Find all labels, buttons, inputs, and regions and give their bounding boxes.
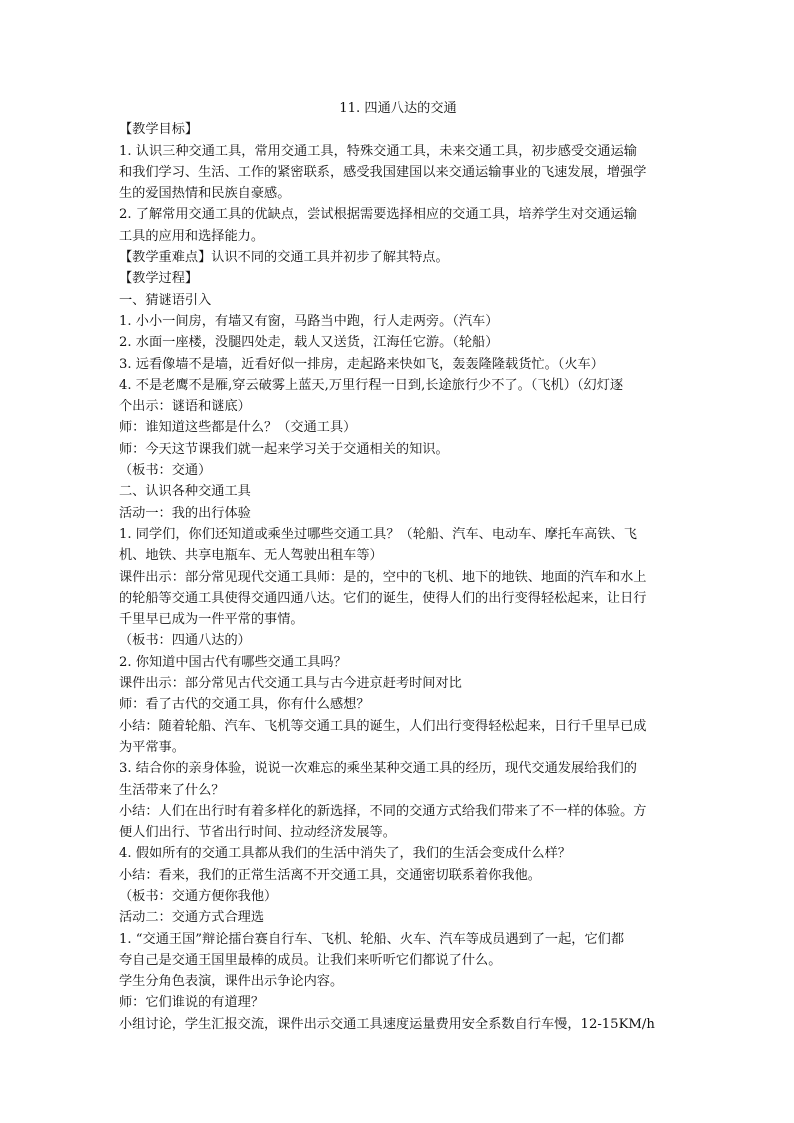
text-line: 的轮船等交通工具使得交通四通八达。它们的诞生，使得人们的出行变得轻松起来，让日行 xyxy=(119,590,647,606)
text-line: 小结：看来，我们的正常生活离不开交通工具，交通密切联系着你我他。 xyxy=(119,867,541,883)
text-line: 3. 远看像墙不是墙，近看好似一排房，走起路来快如飞，轰轰隆隆载货忙。（火车） xyxy=(119,356,604,372)
section-heading-process: 【教学过程】 xyxy=(119,271,199,287)
text-line: 1. 同学们，你们还知道或乘坐过哪些交通工具？（轮船、汽车、电动车、摩托车高铁、飞 xyxy=(119,526,637,542)
text-line: 1. 小小一间房，有墙又有窗，马路当中跑，行人走两旁。（汽车） xyxy=(119,313,499,329)
text-line: 课件出示：部分常见现代交通工具师：是的，空中的飞机、地下的地铁、地面的汽车和水上 xyxy=(119,569,647,585)
text-line: 3. 结合你的亲身体验，说说一次难忘的乘坐某种交通工具的经历，现代交通发展给我们的 xyxy=(119,761,637,777)
text-line: 师：谁知道这些都是什么？（交通工具） xyxy=(119,420,357,436)
text-line: 4. 不是老鹰不是雁,穿云破雾上蓝天,万里行程一日到,长途旅行少不了。（飞机）（幻灯逐 xyxy=(119,377,624,393)
text-line: （板书：交通） xyxy=(119,463,212,479)
text-line: 便人们出行、节省出行时间、拉动经济发展等。 xyxy=(119,825,396,841)
text-line: 小组讨论，学生汇报交流，课件出示交通工具速度运量费用安全系数自行车慢，12-15KM/h xyxy=(119,1016,655,1032)
text-line: 2. 了解常用交通工具的优缺点，尝试根据需要选择相应的交通工具，培养学生对交通运输 xyxy=(119,207,637,223)
text-line: 课件出示：部分常见古代交通工具与古今进京赶考时间对比 xyxy=(119,676,462,692)
text-line: 和我们学习、生活、工作的紧密联系，感受我国建国以来交通运输事业的飞速发展，增强学 xyxy=(119,164,647,180)
section-heading-objectives: 【教学目标】 xyxy=(119,122,199,138)
text-line: 小结：随着轮船、汽车、飞机等交通工具的诞生，人们出行变得轻松起来，日行千里早已成 xyxy=(119,718,647,734)
document-page xyxy=(119,98,677,1035)
text-line: 个出示：谜语和谜底） xyxy=(119,399,251,415)
text-line: 2. 水面一座楼，没腿四处走，载人又送货，江海任它游。（轮船） xyxy=(119,335,499,351)
text-line: 为平常事。 xyxy=(119,739,185,755)
text-line: 1. 认识三种交通工具，常用交通工具，特殊交通工具，未来交通工具，初步感受交通运输 xyxy=(119,143,637,159)
document-title: 11. 四通八达的交通 xyxy=(339,101,457,116)
subheading: 一、猜谜语引入 xyxy=(119,292,212,308)
text-line: 生的爱国热情和民族自豪感。 xyxy=(119,186,291,202)
text-line: 师：看了古代的交通工具，你有什么感想？ xyxy=(119,697,370,713)
text-line: 生活带来了什么？ xyxy=(119,782,225,798)
subheading: 二、认识各种交通工具 xyxy=(119,484,251,500)
text-line: 师：它们谁说的有道理？ xyxy=(119,995,265,1011)
text-line: 小结：人们在出行时有着多样化的新选择，不同的交通方式给我们带来了不一样的体验。方 xyxy=(119,803,647,819)
text-line: 千里早已成为一件平常的事情。 xyxy=(119,612,304,628)
text-line: 师：今天这节课我们就一起来学习关于交通相关的知识。 xyxy=(119,441,449,457)
text-line: （板书：交通方便你我他） xyxy=(119,888,278,904)
text-line: 1. “交通王国”辩论擂台赛自行车、飞机、轮船、火车、汽车等成员遇到了一起，它们都 xyxy=(119,931,625,947)
activity-heading: 活动二：交通方式合理选 xyxy=(119,910,265,926)
activity-heading: 活动一：我的出行体验 xyxy=(119,505,251,521)
text-line: 2. 你知道中国古代有哪些交通工具吗？ xyxy=(119,654,347,670)
text-line: 学生分角色表演，课件出示争论内容。 xyxy=(119,974,344,990)
text-line: 4. 假如所有的交通工具都从我们的生活中消失了，我们的生活会变成什么样？ xyxy=(119,846,571,862)
text-line: （板书：四通八达的） xyxy=(119,633,251,649)
section-heading-key-points: 【教学重难点】认识不同的交通工具并初步了解其特点。 xyxy=(119,250,449,266)
text-line: 工具的应用和选择能力。 xyxy=(119,228,265,244)
text-line: 夸自己是交通王国里最棒的成员。让我们来听听它们都说了什么。 xyxy=(119,952,502,968)
text-line: 机、地铁、共享电瓶车、无人驾驶出租车等） xyxy=(119,548,383,564)
